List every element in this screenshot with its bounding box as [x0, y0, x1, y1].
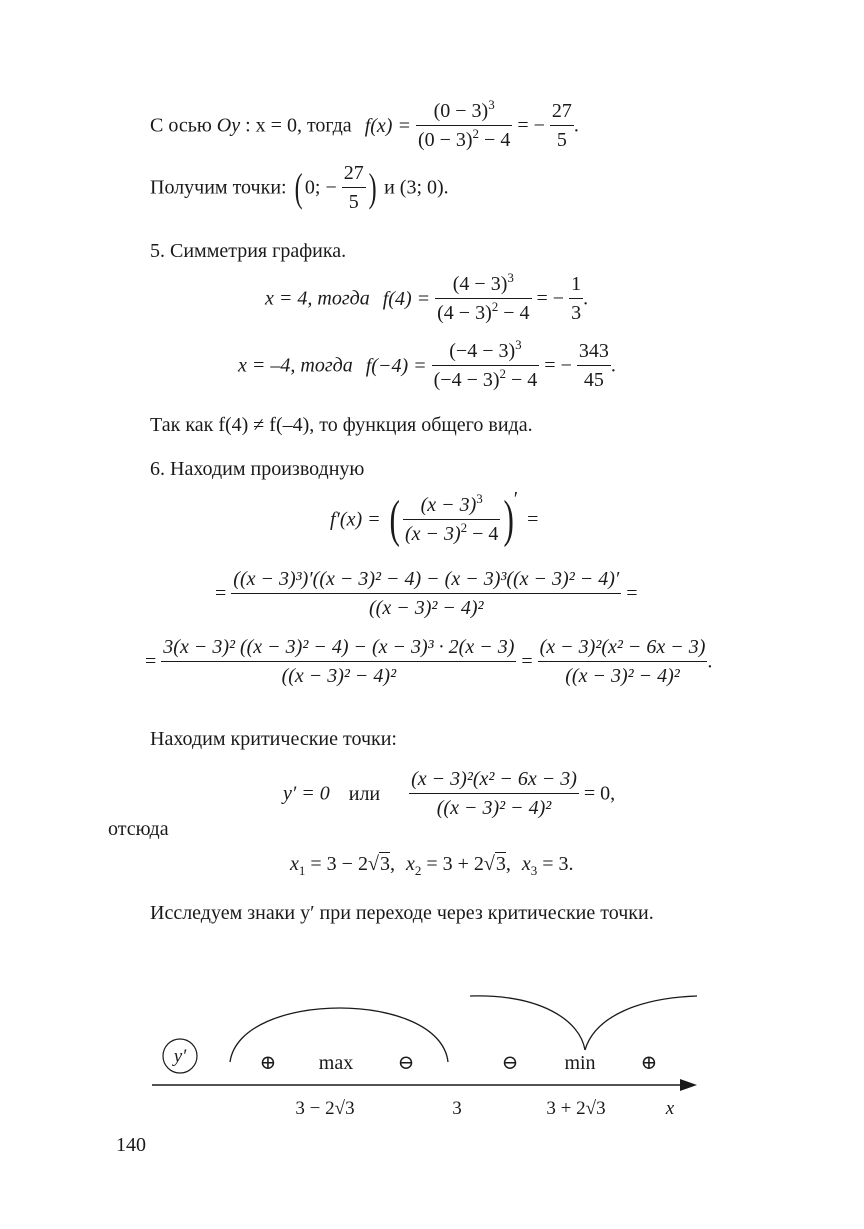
- fm4-num: (−4 − 3): [449, 340, 516, 362]
- oy-result-num: 27: [550, 100, 574, 126]
- right-paren-glyph: ): [368, 165, 377, 210]
- simplified-lead: =: [145, 650, 157, 673]
- derivative-fraction: [403, 491, 500, 546]
- hence-word: отсюда: [108, 818, 169, 840]
- fm4-num-exp: 3: [515, 337, 522, 352]
- critical-fraction: [409, 768, 579, 820]
- f4-num: (4 − 3): [452, 273, 508, 295]
- derivative-definition: [330, 488, 539, 560]
- derivative-num: (x − 3): [420, 494, 477, 516]
- oy-eq: = −: [517, 114, 545, 137]
- derivative-prime: ′: [513, 488, 519, 510]
- simplified-eq: =: [521, 650, 533, 673]
- fm4-end: .: [610, 354, 616, 377]
- f4-eq: = −: [536, 287, 565, 310]
- simplified-derivative-line: [145, 636, 712, 692]
- min-arc-right: [585, 996, 697, 1050]
- fm4-result-den: 45: [583, 369, 604, 391]
- x2-var: x: [405, 853, 415, 875]
- tick-label-left-root: 3 − 2√3: [295, 1098, 355, 1119]
- x1-var: x: [290, 853, 299, 875]
- point-a-den: 5: [348, 191, 359, 213]
- minus-sign-2: ⊖: [501, 1052, 519, 1074]
- oy-lhs: f(x) =: [364, 114, 411, 137]
- fm4-result-fraction: [577, 340, 611, 392]
- fm4-lead: x = –4, тогда: [238, 354, 353, 377]
- minus-sign-1: ⊖: [397, 1052, 415, 1074]
- quotient-tail: =: [626, 582, 638, 605]
- derivative-den: (x − 3): [404, 523, 461, 545]
- oy-den-exp: 2: [472, 126, 480, 141]
- quotient-num: ((x − 3)³)′((x − 3)² − 4) − (x − 3)³((x − 3)² − 4)′: [231, 568, 621, 594]
- plus-sign-2: ⊕: [640, 1052, 658, 1074]
- x1-radicand: 3: [379, 853, 390, 875]
- fm4-line: [238, 337, 616, 396]
- factored-fraction: [538, 636, 708, 688]
- points-line: [150, 162, 449, 218]
- f4-fraction: [435, 270, 531, 325]
- oy-axis: Oy: [216, 114, 241, 137]
- oy-condition: : x = 0, тогда: [245, 114, 352, 137]
- derivative-eq: =: [527, 508, 539, 531]
- f4-den-exp: 2: [491, 299, 499, 314]
- axis-label-x: x: [665, 1098, 675, 1119]
- quotient-lead: =: [215, 582, 227, 605]
- f4-result-fraction: [569, 273, 583, 325]
- or-word: или: [348, 782, 381, 805]
- oy-intersection-line: [150, 97, 579, 156]
- fm4-den-tail: − 4: [506, 369, 538, 391]
- sign-diagram: [0, 980, 864, 1130]
- f4-result-num: 1: [569, 273, 583, 299]
- point-a-num: 27: [342, 162, 366, 188]
- section-6-title: 6. Находим производную: [150, 458, 365, 480]
- oy-result-fraction: [550, 100, 574, 152]
- critical-den: ((x − 3)² − 4)²: [436, 797, 552, 819]
- factored-den: ((x − 3)² − 4)²: [565, 665, 680, 687]
- oy-num: (0 − 3): [433, 100, 489, 122]
- oy-fraction: [416, 97, 512, 152]
- x2-sep: ,: [505, 853, 511, 875]
- fm4-den: (−4 − 3): [433, 369, 500, 391]
- right-paren-glyph: ): [503, 491, 515, 548]
- oy-num-exp: 3: [488, 97, 495, 112]
- x1-sep: ,: [389, 853, 395, 875]
- axis-arrowhead: [680, 1079, 697, 1091]
- f4-end: .: [583, 287, 589, 310]
- points-suffix: и (3; 0).: [384, 176, 449, 199]
- oy-den-tail: − 4: [479, 129, 511, 151]
- derivative-num-exp: 3: [476, 491, 483, 506]
- quotient-fraction: [231, 568, 621, 620]
- f4-den: (4 − 3): [437, 302, 492, 324]
- fm4-eq: = −: [544, 354, 572, 377]
- x2-value: = 3 + 2: [421, 853, 484, 875]
- points-prefix: Получим точки:: [150, 176, 287, 199]
- tick-label-three: 3: [452, 1098, 462, 1119]
- plus-sign-1: ⊕: [259, 1052, 277, 1074]
- min-arc-left: [470, 996, 585, 1050]
- x1-sub: 1: [298, 863, 306, 878]
- critical-equation: [283, 768, 615, 824]
- x3-var: x: [521, 853, 531, 875]
- min-label: min: [564, 1052, 596, 1074]
- simplified-end: .: [707, 650, 713, 673]
- section-5-title: 5. Симметрия графика.: [150, 240, 347, 262]
- quotient-den: ((x − 3)² − 4)²: [369, 597, 484, 619]
- x1-value: = 3 − 2: [305, 853, 368, 875]
- critical-num: (x − 3)²(x² − 6x − 3): [409, 768, 579, 794]
- derivative-lhs: f′(x) =: [330, 508, 381, 531]
- yprime-zero: y′ = 0: [283, 782, 330, 805]
- derivative-den-tail: − 4: [467, 523, 499, 545]
- f4-den-tail: − 4: [498, 302, 530, 324]
- oy-result-den: 5: [556, 129, 567, 151]
- signs-intro: Исследуем знаки y′ при переходе через критические точки.: [150, 902, 654, 924]
- point-a-fraction: [342, 162, 366, 214]
- x2-sub: 2: [414, 863, 422, 878]
- yprime-label: y′: [173, 1046, 187, 1067]
- critical-rhs: = 0,: [583, 782, 616, 805]
- fm4-den-exp: 2: [499, 366, 507, 381]
- page-number: 140: [116, 1134, 146, 1156]
- x3-sub: 3: [530, 863, 538, 878]
- fm4-lhs: f(−4) =: [365, 354, 427, 377]
- expanded-fraction: [161, 636, 516, 688]
- quotient-rule-line: [215, 568, 638, 624]
- x2-radicand: 3: [495, 853, 506, 875]
- x3-value: = 3.: [537, 853, 574, 875]
- expanded-num: 3(x − 3)² ((x − 3)² − 4) − (x − 3)³ · 2(x − 3): [161, 636, 516, 662]
- point-a-coords: 0; −: [304, 176, 337, 199]
- left-paren-glyph: (: [294, 165, 303, 210]
- critical-points-heading: Находим критические точки:: [150, 728, 397, 750]
- f4-lhs: f(4) =: [382, 287, 431, 310]
- roots-line: [290, 853, 574, 876]
- tick-label-right-root: 3 + 2√3: [546, 1098, 606, 1119]
- expanded-den: ((x − 3)² − 4)²: [281, 665, 397, 687]
- f4-lead: x = 4, тогда: [265, 287, 370, 310]
- f4-line: [265, 270, 589, 329]
- f4-num-exp: 3: [507, 270, 514, 285]
- oy-den: (0 − 3): [417, 129, 473, 151]
- f4-result-den: 3: [571, 302, 582, 324]
- sqrt-sign-glyph: √: [367, 853, 379, 875]
- fm4-result-num: 343: [577, 340, 611, 366]
- left-paren-glyph: (: [389, 491, 400, 548]
- oy-end: .: [573, 114, 579, 137]
- general-function-statement: Так как f(4) ≠ f(–4), то функция общего вида.: [150, 414, 533, 436]
- derivative-den-exp: 2: [460, 520, 468, 535]
- sqrt-sign-glyph: √: [483, 853, 495, 875]
- oy-prefix: С осью: [150, 114, 212, 137]
- max-label: max: [318, 1052, 354, 1074]
- factored-num: (x − 3)²(x² − 6x − 3): [538, 636, 708, 662]
- fm4-fraction: [432, 337, 540, 392]
